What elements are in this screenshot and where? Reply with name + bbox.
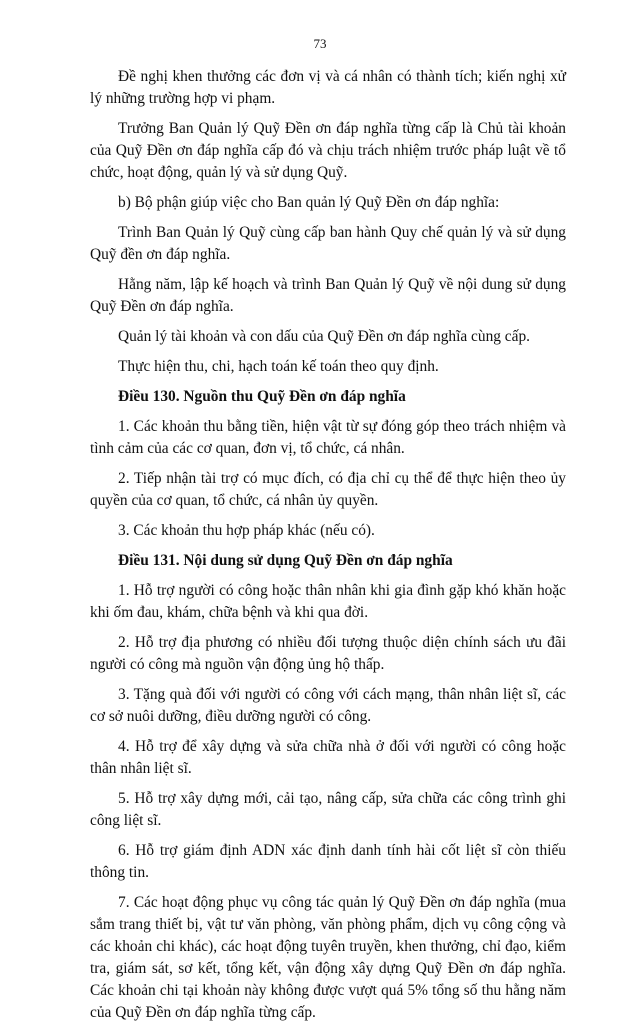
article-heading: Điều 131. Nội dung sử dụng Quỹ Đền ơn đáp nghĩa [118, 552, 453, 569]
article-heading: Điều 130. Nguồn thu Quỹ Đền ơn đáp nghĩa [118, 388, 406, 405]
page-number: 73 [313, 36, 327, 51]
document-body [90, 66, 566, 1032]
paragraph: Trưởng Ban Quản lý Quỹ Đền ơn đáp nghĩa từng cấp là Chủ tài khoản của Quỹ Đền ơn đáp nghĩa cấp đó và chịu trách nhiệm trước pháp luật về tổ chức, hoạt động, quản lý và sử dụng Quỹ. [90, 120, 566, 181]
paragraph: Hằng năm, lập kế hoạch và trình Ban Quản lý Quỹ về nội dung sử dụng Quỹ Đền ơn đáp nghĩa. [90, 276, 566, 315]
paragraph: 1. Hỗ trợ người có công hoặc thân nhân khi gia đình gặp khó khăn hoặc khi ốm đau, khám, chữa bệnh và khi qua đời. [90, 582, 566, 621]
paragraph: 6. Hỗ trợ giám định ADN xác định danh tính hài cốt liệt sĩ còn thiếu thông tin. [90, 842, 566, 881]
paragraph: 3. Các khoản thu hợp pháp khác (nếu có). [118, 522, 375, 539]
paragraph: 2. Tiếp nhận tài trợ có mục đích, có địa chỉ cụ thể để thực hiện theo ủy quyền của cơ quan, tổ chức, cá nhân ủy quyền. [90, 470, 566, 509]
paragraph: Đề nghị khen thưởng các đơn vị và cá nhân có thành tích; kiến nghị xử lý những trường hợp vi phạm. [90, 68, 566, 107]
paragraph: b) Bộ phận giúp việc cho Ban quản lý Quỹ Đền ơn đáp nghĩa: [118, 194, 500, 211]
paragraph: 3. Tặng quà đối với người có công với cách mạng, thân nhân liệt sĩ, các cơ sở nuôi dưỡng, điều dưỡng người có công. [90, 686, 566, 725]
paragraph: 1. Các khoản thu bằng tiền, hiện vật từ sự đóng góp theo trách nhiệm và tình cảm của các cơ quan, đơn vị, tổ chức, cá nhân. [90, 418, 566, 457]
paragraph: Quản lý tài khoản và con dấu của Quỹ Đền ơn đáp nghĩa cùng cấp. [118, 328, 531, 345]
paragraph: Thực hiện thu, chi, hạch toán kế toán theo quy định. [118, 358, 439, 375]
paragraph: 4. Hỗ trợ để xây dựng và sửa chữa nhà ở đối với người có công hoặc thân nhân liệt sĩ. [90, 738, 566, 777]
paragraph: 5. Hỗ trợ xây dựng mới, cải tạo, nâng cấp, sửa chữa các công trình ghi công liệt sĩ. [90, 790, 566, 829]
paragraph: Trình Ban Quản lý Quỹ cùng cấp ban hành Quy chế quản lý và sử dụng Quỹ đền ơn đáp nghĩa. [90, 224, 566, 263]
paragraph: 2. Hỗ trợ địa phương có nhiều đối tượng thuộc diện chính sách ưu đãi người có công mà nguồn vận động ủng hộ thấp. [90, 634, 566, 673]
paragraph: 7. Các hoạt động phục vụ công tác quản lý Quỹ Đền ơn đáp nghĩa (mua sắm trang thiết bị, vật tư văn phòng, văn phòng phẩm, dịch vụ công cộng và các khoản chi khác), các hoạt động tuyên truyền, khen thưởng, chỉ đạo, kiểm tra, giám sát, sơ kết, tổng kết, vận động xây dựng Quỹ Đền ơn đáp nghĩa. Các khoản chi tại khoản này không được vượt quá 5% tổng số thu hằng năm của Quỹ Đền ơn đáp nghĩa từng cấp. [90, 894, 566, 1021]
